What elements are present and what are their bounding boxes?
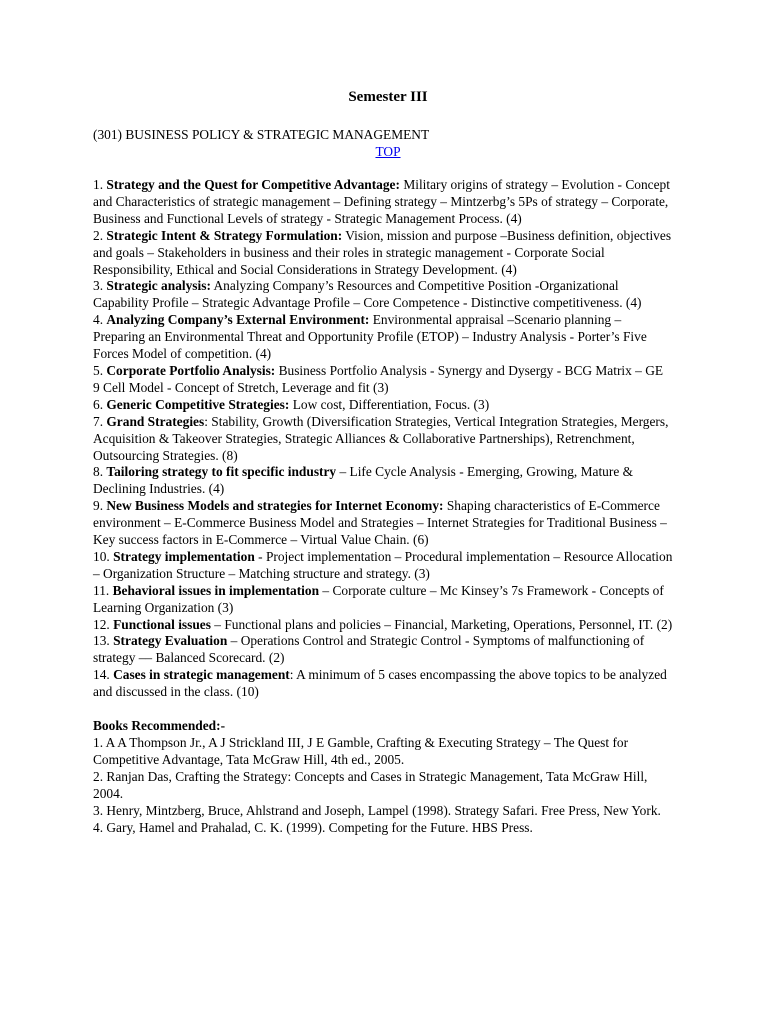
- books-heading: Books Recommended:-: [93, 718, 226, 734]
- topic-title: Behavioral issues in implementation: [112, 582, 320, 598]
- semester-title: Semester III: [348, 89, 428, 105]
- topic-body: Environmental appraisal –Scenario planning – Preparing an Environmental Threat and Opportunity Profile (ETOP) – Industry Analysis - Porter’s Five Forces Model of competition. (4): [93, 312, 647, 362]
- topic-title: Grand Strategies: [106, 413, 205, 429]
- topic-number: 11.: [93, 582, 113, 598]
- book-item: 4. Gary, Hamel and Prahalad, C. K. (1999). Competing for the Future. HBS Press.: [93, 819, 533, 835]
- topic-item: [93, 228, 673, 279]
- topic-number: 4.: [93, 312, 107, 328]
- section-spacer: [93, 701, 673, 718]
- topic-body: – Corporate culture – Mc Kinsey’s 7s Framework - Concepts of Learning Organization (3): [93, 582, 664, 615]
- topic-item: [93, 667, 673, 701]
- topic-number: 13.: [93, 633, 114, 649]
- topic-title: Strategy Evaluation: [113, 633, 228, 649]
- topic-title: New Business Models and strategies for Internet Economy:: [106, 498, 444, 514]
- topic-title: Strategic Intent & Strategy Formulation:: [106, 227, 343, 243]
- topic-title: Cases in strategic management: [113, 667, 290, 683]
- top-link[interactable]: TOP: [375, 144, 401, 159]
- topic-number: 5.: [93, 362, 107, 378]
- topic-title: Strategy and the Quest for Competitive Advantage:: [106, 177, 400, 192]
- topic-body: : Stability, Growth (Diversification Strategies, Vertical Integration Strategies, Mergers, Acquisition & Takeover Strategies, Strategic Alliances & Collaborative Partnerships), Retrenchment, Outsourcing Strategies. (8): [93, 413, 669, 463]
- topic-item: [93, 464, 673, 498]
- topic-item: [93, 397, 673, 414]
- topic-number: 9.: [93, 498, 107, 514]
- topic-number: 12.: [93, 616, 114, 632]
- course-title: (301) BUSINESS POLICY & STRATEGIC MANAGEMENT: [93, 127, 430, 142]
- book-list: [93, 735, 673, 836]
- topic-body: – Operations Control and Strategic Control - Symptoms of malfunctioning of strategy –– Balanced Scorecard. (2): [93, 633, 645, 666]
- topic-list: [93, 177, 673, 701]
- topic-body: – Functional plans and policies – Financial, Marketing, Operations, Personnel, IT. (2): [210, 616, 673, 632]
- topic-number: 8.: [93, 464, 107, 480]
- topic-title: Strategy implementation: [113, 548, 255, 564]
- topic-title: Generic Competitive Strategies:: [106, 396, 290, 412]
- topic-number: 7.: [93, 413, 107, 429]
- topic-item: [93, 498, 673, 549]
- book-item: 1. A A Thompson Jr., A J Strickland III, J E Gamble, Crafting & Executing Strategy – The Quest for Competitive Advantage, Tata McGraw Hill, 4th ed., 2005.: [93, 735, 629, 767]
- topic-body: Business Portfolio Analysis - Synergy and Dysergy - BCG Matrix – GE 9 Cell Model - Concept of Stretch, Leverage and fit (3): [93, 362, 664, 395]
- topic-title: Tailoring strategy to fit specific industry: [106, 464, 337, 480]
- topic-body: – Life Cycle Analysis - Emerging, Growing, Mature & Declining Industries. (4): [93, 464, 634, 497]
- topic-body: Shaping characteristics of E-Commerce environment – E-Commerce Business Model and Strategies – Internet Strategies for Traditional Business – Key success factors in E-Commerce – Virtual Value Chain. (6): [93, 498, 667, 548]
- topic-body: : A minimum of 5 cases encompassing the above topics to be analyzed and discussed in the class. (10): [93, 667, 667, 700]
- top-link-row: [93, 143, 673, 160]
- topic-item: [93, 363, 673, 397]
- topic-number: 1.: [93, 177, 107, 192]
- topic-item: [93, 633, 673, 667]
- topic-number: 6.: [93, 396, 107, 412]
- topic-title: Corporate Portfolio Analysis:: [106, 362, 276, 378]
- document-page: [93, 88, 673, 836]
- topic-body: - Project implementation – Procedural implementation – Resource Allocation – Organization Structure – Matching structure and strategy. (3): [93, 548, 673, 581]
- topic-body: Military origins of strategy – Evolution - Concept and Characteristics of strategic management – Defining strategy – Mintzerbg’s 5Ps of strategy – Corporate, Business and Functional Levels of strategy - Strategic Management Process. (4): [93, 177, 670, 226]
- book-item: 2. Ranjan Das, Crafting the Strategy: Concepts and Cases in Strategic Management, Tata McGraw Hill, 2004.: [93, 768, 648, 801]
- topic-item: [93, 278, 673, 312]
- topic-body: Analyzing Company’s Resources and Competitive Position -Organizational Capability Profile – Strategic Advantage Profile – Core Competence - Distinctive competitiveness. (4): [93, 278, 642, 311]
- topic-title: Strategic analysis:: [106, 278, 211, 294]
- topic-body: Vision, mission and purpose –Business definition, objectives and goals – Stakeholders in business and their roles in strategic management - Corporate Social Responsibility, Ethical and Social Considerations in Strategy Development. (4): [93, 227, 672, 277]
- topic-item: [93, 549, 673, 583]
- topic-title: Analyzing Company’s External Environment:: [106, 312, 370, 328]
- topic-number: 3.: [93, 278, 107, 294]
- topic-number: 10.: [93, 548, 114, 564]
- topic-title: Functional issues: [113, 616, 211, 632]
- topic-number: 2.: [93, 227, 107, 243]
- topic-body: Low cost, Differentiation, Focus. (3): [289, 396, 490, 412]
- topic-item: [93, 312, 673, 363]
- topic-item: [93, 177, 673, 228]
- book-item: 3. Henry, Mintzberg, Bruce, Ahlstrand and Joseph, Lampel (1998). Strategy Safari. Free Press, New York.: [93, 802, 661, 818]
- topic-item: [93, 414, 673, 465]
- topic-item: [93, 583, 673, 617]
- topic-number: 14.: [93, 667, 114, 683]
- topic-item: [93, 617, 673, 634]
